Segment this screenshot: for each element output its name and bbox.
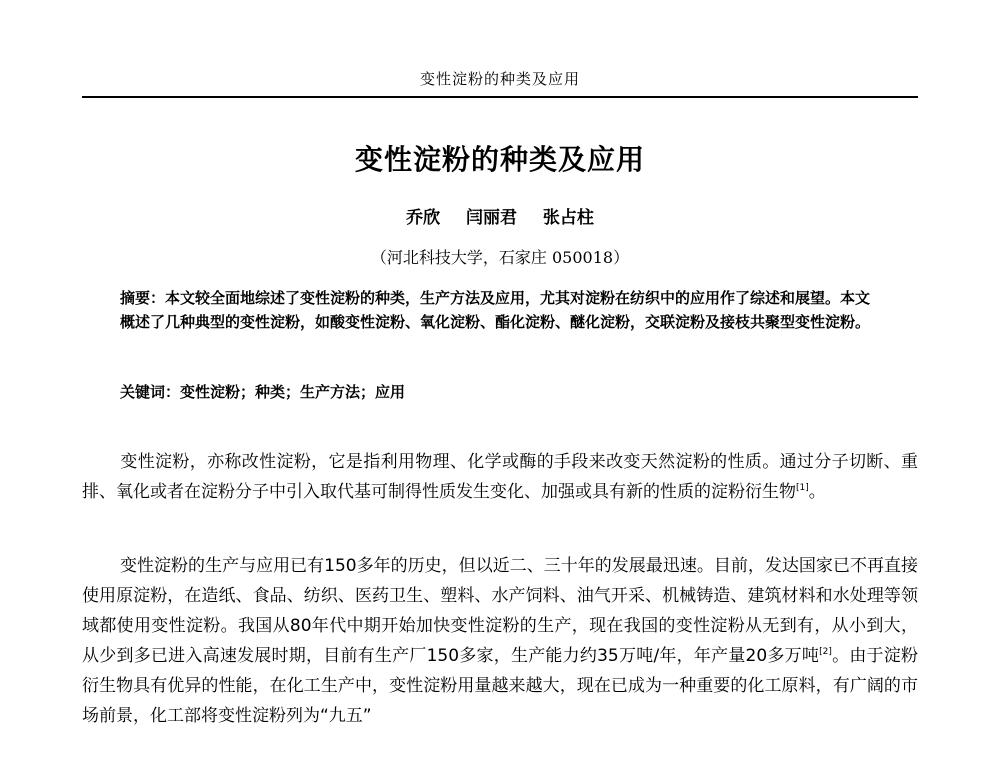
author: 乔欣 (406, 208, 441, 228)
body-paragraph (82, 551, 918, 731)
keywords-text: 变性淀粉；种类；生产方法；应用 (180, 383, 406, 401)
abstract-label: 摘要： (120, 289, 166, 307)
paragraph-text: 。 (808, 482, 826, 502)
paragraph-text: 变性淀粉的生产与应用已有150多年的历史，但以近二、三十年的发展最迅速。目前，发达国家已不再直接使用原淀粉，在造纸、食品、纺织、医药卫生、塑料、水产饲料、油气开采、机械铸造、建筑材料和水处理等领域都使用变性淀粉。我国从80年代中期开始加快变性淀粉的生产，现在我国的变性淀粉从无到有，从小到大，从少到多已进入高速发展时期，目前有生产厂150多家，生产能力约35万吨/年，年产量20多万吨 (82, 556, 918, 666)
body-paragraph (82, 447, 918, 507)
author: 闫丽君 (466, 208, 517, 228)
abstract-text: 本文较全面地综述了变性淀粉的种类，生产方法及应用，尤其对淀粉在纺织中的应用作了综述和展望。本文概述了几种典型的变性淀粉，如酸变性淀粉、氧化淀粉、酯化淀粉、醚化淀粉，交联淀粉及接枝共聚型变性淀粉。 (120, 289, 871, 331)
citation-ref[interactable]: [1] (796, 483, 809, 493)
keywords-label: 关键词： (120, 383, 181, 401)
paragraph-text: 。由于淀粉衍生物具有优异的性能，在化工生产中，变性淀粉用量越来越大，现在已成为一种重要的化工原料，有广阔的市场前景，化工部将变性淀粉列为“九五” (82, 646, 919, 726)
author: 张占柱 (542, 208, 594, 228)
affiliation: （河北科技大学，石家庄 050018） (370, 248, 630, 267)
paper-title: 变性淀粉的种类及应用 (354, 143, 645, 176)
running-header: 变性淀粉的种类及应用 (419, 70, 580, 88)
citation-ref[interactable]: [2] (819, 647, 832, 657)
header-rule (82, 96, 918, 98)
abstract (120, 286, 880, 334)
author-list (0, 203, 1000, 228)
keywords (120, 381, 880, 402)
paragraph-text: 变性淀粉，亦称改性淀粉，它是指利用物理、化学或酶的手段来改变天然淀粉的性质。通过分子切断、重排、氧化或者在淀粉分子中引入取代基可制得性质发生变化、加强或具有新的性质的淀粉衍生物 (82, 452, 918, 502)
